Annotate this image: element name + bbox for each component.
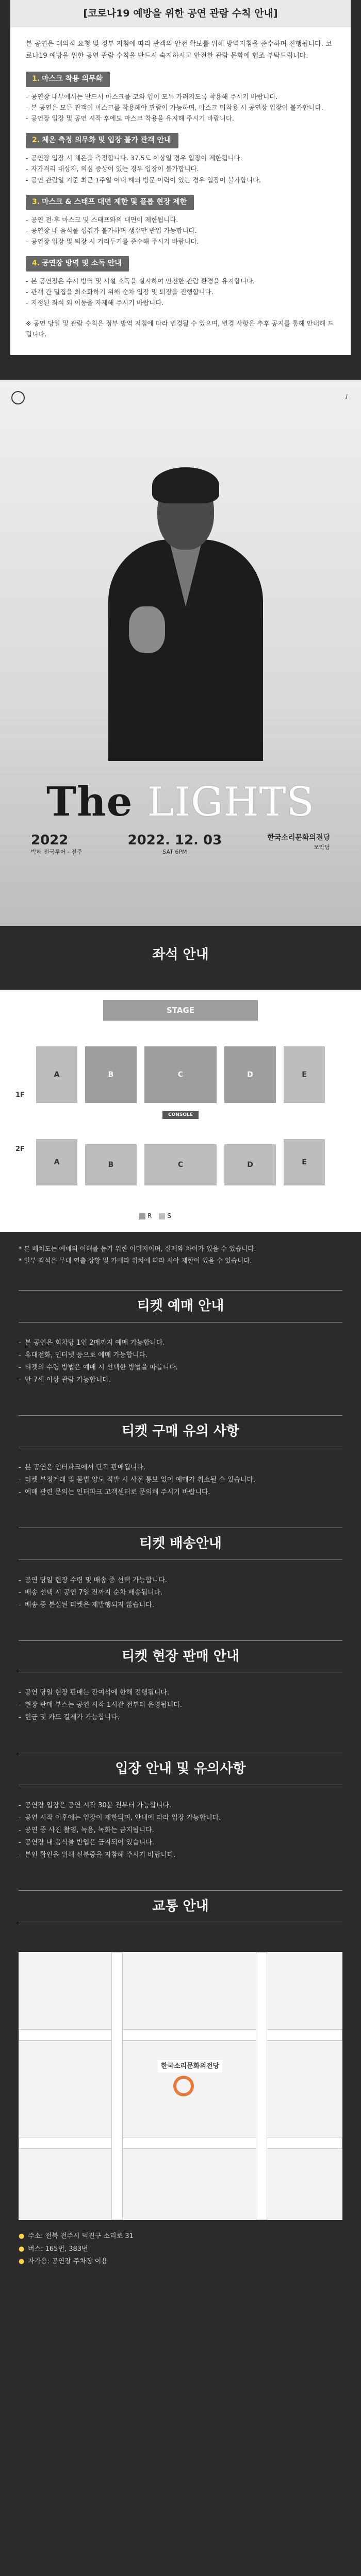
- floor-2-label: 2F: [15, 1145, 25, 1154]
- seat-block-1f: A: [36, 1046, 77, 1103]
- seat-block-2f: B: [85, 1144, 137, 1185]
- seat-block-1f: E: [284, 1046, 325, 1103]
- covid-item: - 공연장 입장 시 체온을 측정합니다. 37.5도 이상일 경우 입장이 제한됩니다.: [26, 152, 335, 163]
- venue-label: 한국소리문화의전당: [158, 2060, 222, 2073]
- seat-block-2f: E: [284, 1139, 325, 1185]
- covid-section: [26, 256, 335, 308]
- traffic-section: [0, 1872, 361, 1947]
- seat-title: 좌석 안내: [152, 947, 209, 963]
- covid-section: [26, 133, 335, 185]
- traffic-notes: [0, 2220, 361, 2279]
- entry-title: 입장 안내 및 유의사항: [19, 1753, 342, 1785]
- poster-time: SAT 6PM: [162, 848, 187, 855]
- seat-block-1f: C: [144, 1046, 217, 1103]
- seat-block-2f: D: [224, 1144, 276, 1185]
- stage-block: STAGE: [103, 1000, 258, 1021]
- list-item: - 만 7세 이상 관람 가능합니다.: [19, 1374, 342, 1386]
- seat-block-1f: D: [224, 1046, 276, 1103]
- seat-legend: R S: [139, 1211, 171, 1221]
- poster-date: 2022. 12. 03: [127, 833, 222, 849]
- list-item: - 공연장 입장은 공연 시작 30분 전부터 가능합니다.: [19, 1800, 342, 1812]
- covid-item: - 본 공연장은 수시 방역 및 시설 소독을 실시하여 안전한 관람 환경을 유지합니다.: [26, 276, 335, 286]
- ticket-caution-section: [0, 1397, 361, 1509]
- onsite-section: [0, 1622, 361, 1734]
- covid-section: [26, 72, 335, 124]
- list-item: - 공연장 내 음식물 반입은 금지되어 있습니다.: [19, 1837, 342, 1849]
- seat-note: * 본 배치도는 예매의 이해를 돕기 위한 이미지이며, 실제와 차이가 있을 수 있습니다.: [19, 1245, 256, 1253]
- covid-intro: 본 공연은 대의적 요청 및 정부 지침에 따라 관객의 안전 확보를 위해 방역지침을 준수하며 진행됩니다. 코로나19 예방을 위한 공연 관람 수칙을 반드시 숙지하시고 안전한 관람 문화에 협조 부탁드립니다.: [26, 40, 332, 60]
- covid-item: - 공연 전·후 마스크 및 스태프와의 대면이 제한됩니다.: [26, 214, 335, 225]
- traffic-title: 교통 안내: [19, 1890, 342, 1922]
- covid-foot: ※ 공연 당일 및 관람 수칙은 정부 방역 지침에 따라 변경될 수 있으며, 변경 사항은 추후 공지를 통해 안내해 드립니다.: [26, 319, 334, 338]
- onsite-title: 티켓 현장 판매 안내: [19, 1640, 342, 1672]
- ticket-booking-title: 티켓 예매 안내: [19, 1290, 342, 1322]
- covid-item: - 자가격리 대상자, 의심 증상이 있는 경우 입장이 불가합니다.: [26, 163, 335, 174]
- list-item: - 본 공연은 인터파크에서 단독 판매됩니다.: [19, 1462, 342, 1474]
- seat-map: [0, 990, 361, 1232]
- covid-section-title: 1. 마스크 착용 의무화: [26, 72, 110, 87]
- poster-venue: 한국소리문화의전당: [267, 834, 330, 842]
- delivery-section: [0, 1509, 361, 1621]
- concert-poster: [0, 380, 361, 926]
- list-item: - 공연 중 사진 촬영, 녹음, 녹화는 금지됩니다.: [19, 1824, 342, 1837]
- entry-section: [0, 1734, 361, 1872]
- traffic-note: ● 자가용: 공연장 주차장 이용: [19, 2256, 342, 2268]
- list-item: - 배송 중 분실된 티켓은 재발행되지 않습니다.: [19, 1599, 342, 1612]
- seat-note: * 일부 좌석은 무대 연출 상황 및 카메라 위치에 따라 시야 제한이 있을 수 있습니다.: [19, 1256, 252, 1264]
- list-item: - 휴대전화, 인터넷 등으로 예매 가능합니다.: [19, 1349, 342, 1362]
- list-item: - 공연 당일 현장 판매는 잔여석에 한해 진행됩니다.: [19, 1687, 342, 1699]
- seat-block-2f: A: [36, 1139, 77, 1185]
- covid-item: - 본 공연은 모든 관객이 마스크를 착용해야 관람이 가능하며, 마스크 미착용 시 공연장 입장이 불가합니다.: [26, 102, 335, 113]
- list-item: - 예매 관련 문의는 인터파크 고객센터로 문의해 주시기 바랍니다.: [19, 1486, 342, 1499]
- list-item: - 공연 당일 현장 수령 및 배송 중 선택 가능합니다.: [19, 1574, 342, 1587]
- covid-item: - 관객 간 밀집을 최소화하기 위해 순차 입장 및 퇴장을 진행합니다.: [26, 286, 335, 297]
- list-item: - 공연 시작 이후에는 입장이 제한되며, 안내에 따라 입장 가능합니다.: [19, 1812, 342, 1824]
- seat-block-1f: B: [85, 1046, 137, 1103]
- poster-info: [0, 833, 361, 856]
- covid-section: [26, 195, 335, 247]
- covid-item: - 공연장 내 음식물 섭취가 불가하며 생수만 반입 가능합니다.: [26, 225, 335, 236]
- ticket-caution-title: 티켓 구매 유의 사항: [19, 1415, 342, 1447]
- seat-section: [0, 926, 361, 990]
- floor-1-label: 1F: [15, 1091, 25, 1099]
- location-pin-icon: [173, 2076, 194, 2096]
- covid-title: [코로나19 예방을 위한 공연 관람 수칙 안내]: [10, 0, 351, 27]
- ticket-booking-section: [0, 1272, 361, 1396]
- covid-item: - 공연장 내부에서는 반드시 마스크를 코와 입이 모두 가려지도록 착용해 주시기 바랍니다.: [26, 91, 335, 102]
- console: CONSOLE: [162, 1111, 199, 1119]
- delivery-title: 티켓 배송안내: [19, 1528, 342, 1560]
- artist-photo: [108, 472, 263, 761]
- traffic-note: ● 버스: 165번, 383번: [19, 2243, 342, 2256]
- poster-tour: 박혜 전국투어 - 전주: [31, 848, 83, 855]
- logo-icon: [11, 391, 25, 404]
- list-item: - 본 공연은 회차당 1인 2매까지 예매 가능합니다.: [19, 1337, 342, 1349]
- poster-year: 2022: [31, 833, 69, 849]
- poster-hall: 모악당: [314, 843, 330, 851]
- covid-item: - 공연 관람일 기준 최근 1주일 이내 해외 방문 이력이 있는 경우 입장이 불가합니다.: [26, 175, 335, 185]
- list-item: - 배송 선택 시 공연 7일 전까지 순차 배송됩니다.: [19, 1587, 342, 1599]
- poster-title: The LIGHTS: [46, 778, 315, 826]
- covid-section-title: 3. 마스크 & 스태프 대면 제한 및 플롭 현장 제한: [26, 195, 194, 210]
- bullet-icon: ●: [19, 2258, 25, 2266]
- list-item: - 현장 판매 부스는 공연 시작 1시간 전부터 운영됩니다.: [19, 1699, 342, 1711]
- venue-map: [19, 1952, 342, 2220]
- covid-section-title: 2. 체온 측정 의무화 및 입장 불가 관객 안내: [26, 133, 178, 148]
- poster-mark: J: [346, 393, 348, 400]
- bullet-icon: ●: [19, 2232, 25, 2241]
- covid-notice: [10, 0, 351, 355]
- seat-block-2f: C: [144, 1144, 217, 1185]
- bullet-icon: ●: [19, 2245, 25, 2253]
- list-item: - 티켓 부정거래 및 불법 양도 적발 시 사전 통보 없이 예매가 취소될 수 있습니다.: [19, 1474, 342, 1486]
- covid-section-title: 4. 공연장 방역 및 소독 안내: [26, 256, 129, 272]
- covid-item: - 지정된 좌석 외 이동을 자제해 주시기 바랍니다.: [26, 297, 335, 308]
- list-item: - 현금 및 카드 결제가 가능합니다.: [19, 1711, 342, 1724]
- traffic-note: ● 주소: 전북 전주시 덕진구 소리로 31: [19, 2230, 342, 2243]
- covid-item: - 공연장 입장 및 공연 시작 후에도 마스크 착용을 유지해 주시기 바랍니다.: [26, 113, 335, 124]
- seat-notes: [0, 1232, 361, 1272]
- list-item: - 본인 확인을 위해 신분증을 지참해 주시기 바랍니다.: [19, 1849, 342, 1861]
- list-item: - 티켓의 수령 방법은 예매 시 선택한 방법을 따릅니다.: [19, 1362, 342, 1374]
- covid-item: - 공연장 입장 및 퇴장 시 거리두기를 준수해 주시기 바랍니다.: [26, 236, 335, 247]
